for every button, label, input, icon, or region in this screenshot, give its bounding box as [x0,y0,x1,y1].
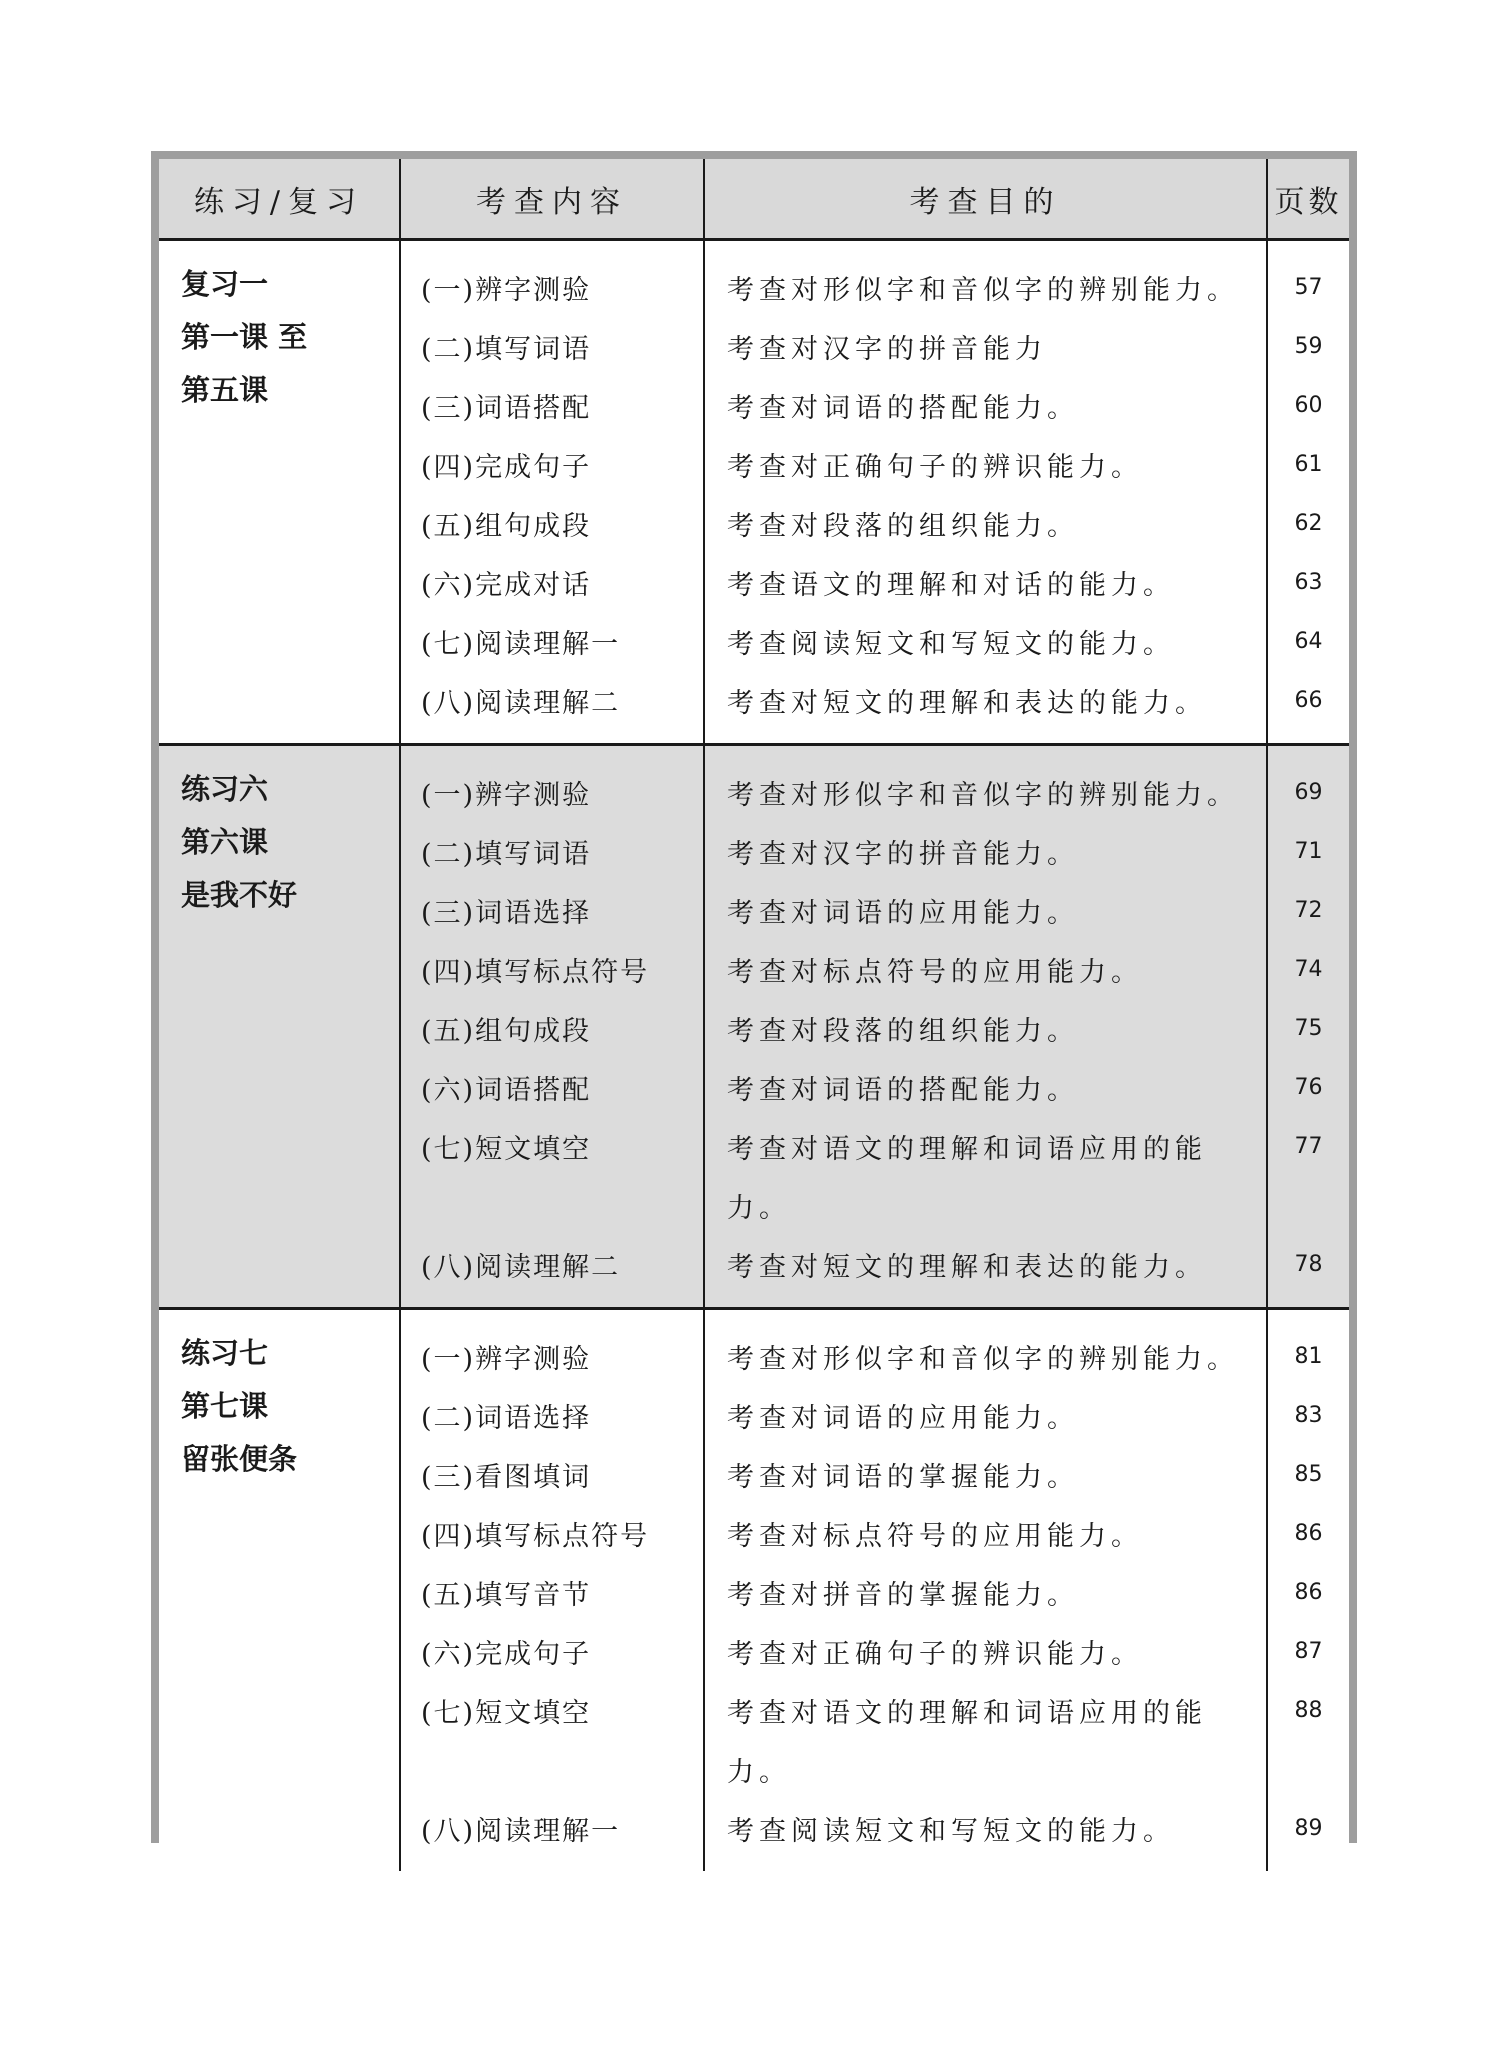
page-number: 85 [1294,1462,1323,1487]
content-item: (一)辨字测验 [421,1344,592,1375]
purpose-item: 力。 [727,1757,791,1788]
purpose-item: 考查对词语的掌握能力。 [727,1462,1079,1493]
content-item: (五)组句成段 [421,1016,592,1047]
purpose-item: 考查对形似字和音似字的辨别能力。 [727,1344,1239,1375]
page-number: 87 [1294,1639,1323,1664]
group-title-line: 第六课 [181,825,269,859]
content-item: (一)辨字测验 [421,275,592,306]
purpose-item: 力。 [727,1193,791,1224]
page-number: 71 [1294,839,1323,864]
page-spacer [1268,1179,1349,1238]
content-item: (二)词语选择 [421,1403,592,1434]
page-number: 88 [1294,1698,1323,1723]
purpose-item: 考查对标点符号的应用能力。 [727,957,1143,988]
purpose-item: 考查对语文的理解和词语应用的能 [727,1698,1207,1729]
purpose-item: 考查对形似字和音似字的辨别能力。 [727,275,1239,306]
purpose-item: 考查对拼音的掌握能力。 [727,1580,1079,1611]
page-cell [1267,745,1349,1309]
header-content: 考查内容 [400,159,704,240]
table-frame [151,151,1357,1847]
page-spacer [1268,1743,1349,1802]
content-cell [400,745,704,1309]
page-number: 57 [1294,275,1323,300]
content-item: (七)短文填空 [421,1134,592,1165]
content-item: (六)完成对话 [421,570,592,601]
purpose-item: 考查阅读短文和写短文的能力。 [727,629,1175,660]
content-item: (二)填写词语 [421,334,592,365]
content-item: (八)阅读理解二 [421,1252,621,1283]
content-item: (四)填写标点符号 [421,1521,650,1552]
purpose-item: 考查对汉字的拼音能力 [727,334,1047,365]
purpose-item: 考查对形似字和音似字的辨别能力。 [727,780,1239,811]
content-item: (七)短文填空 [421,1698,592,1729]
content-spacer [401,1743,703,1802]
table-row [159,745,1349,1309]
purpose-item: 考查对正确句子的辨识能力。 [727,1639,1143,1670]
purpose-item: 考查对词语的应用能力。 [727,898,1079,929]
page-number: 63 [1294,570,1323,595]
group-title-cell [159,745,400,1309]
page-number: 86 [1294,1521,1323,1546]
group-title-cell [159,240,400,745]
content-cell [400,1309,704,1872]
group-title-line: 复习一 [181,267,269,301]
group-title-line: 练习六 [181,772,269,806]
group-title-cell [159,1309,400,1872]
page-number: 89 [1294,1816,1323,1841]
purpose-item: 考查对语文的理解和词语应用的能 [727,1134,1207,1165]
page-number: 66 [1294,688,1323,713]
page-number: 78 [1294,1252,1323,1277]
purpose-item: 考查语文的理解和对话的能力。 [727,570,1175,601]
content-item: (三)词语选择 [421,898,592,929]
exercise-contents-table [159,159,1349,1871]
purpose-item: 考查对正确句子的辨识能力。 [727,452,1143,483]
group-title-line: 留张便条 [181,1442,298,1476]
content-item: (一)辨字测验 [421,780,592,811]
page-number: 75 [1294,1016,1323,1041]
content-item: (三)看图填词 [421,1462,592,1493]
content-item: (二)填写词语 [421,839,592,870]
content-item: (五)填写音节 [421,1580,592,1611]
content-cell [400,240,704,745]
content-item: (五)组句成段 [421,511,592,542]
purpose-item: 考查对标点符号的应用能力。 [727,1521,1143,1552]
page-number: 69 [1294,780,1323,805]
group-title-line: 第一课 至 [181,320,308,354]
page-number: 77 [1294,1134,1323,1159]
purpose-item: 考查对词语的搭配能力。 [727,1075,1079,1106]
page-cell [1267,1309,1349,1872]
group-title-line: 练习七 [181,1336,269,1370]
table-header [159,159,1349,240]
table-body [159,240,1349,1872]
content-spacer [401,1179,703,1238]
purpose-item: 考查对短文的理解和表达的能力。 [727,688,1207,719]
page-number: 62 [1294,511,1323,536]
purpose-item: 考查对段落的组织能力。 [727,511,1079,542]
purpose-cell [704,745,1267,1309]
purpose-cell [704,240,1267,745]
content-item: (四)填写标点符号 [421,957,650,988]
purpose-item: 考查对汉字的拼音能力。 [727,839,1079,870]
content-item: (八)阅读理解一 [421,1816,621,1847]
content-item: (六)完成句子 [421,1639,592,1670]
purpose-item: 考查对词语的搭配能力。 [727,393,1079,424]
purpose-item: 考查阅读短文和写短文的能力。 [727,1816,1175,1847]
header-purpose: 考查目的 [704,159,1267,240]
header-page: 页数 [1267,159,1349,240]
purpose-item: 考查对短文的理解和表达的能力。 [727,1252,1207,1283]
group-title-line: 是我不好 [181,878,298,912]
page-number: 64 [1294,629,1323,654]
purpose-item: 考查对词语的应用能力。 [727,1403,1079,1434]
page-number: 74 [1294,957,1323,982]
page-number: 60 [1294,393,1323,418]
purpose-cell [704,1309,1267,1872]
content-item: (七)阅读理解一 [421,629,621,660]
page-number: 61 [1294,452,1323,477]
table-row [159,240,1349,745]
content-item: (三)词语搭配 [421,393,592,424]
page-number: 86 [1294,1580,1323,1605]
content-item: (八)阅读理解二 [421,688,621,719]
group-title-line: 第七课 [181,1389,269,1423]
page-number: 59 [1294,334,1323,359]
content-item: (六)词语搭配 [421,1075,592,1106]
purpose-item: 考查对段落的组织能力。 [727,1016,1079,1047]
page-number: 83 [1294,1403,1323,1428]
group-title-line: 第五课 [181,373,269,407]
page-number: 81 [1294,1344,1323,1369]
page-number: 76 [1294,1075,1323,1100]
page-number: 72 [1294,898,1323,923]
header-exercise: 练习/复习 [159,159,400,240]
page-cell [1267,240,1349,745]
table-row [159,1309,1349,1872]
content-item: (四)完成句子 [421,452,592,483]
